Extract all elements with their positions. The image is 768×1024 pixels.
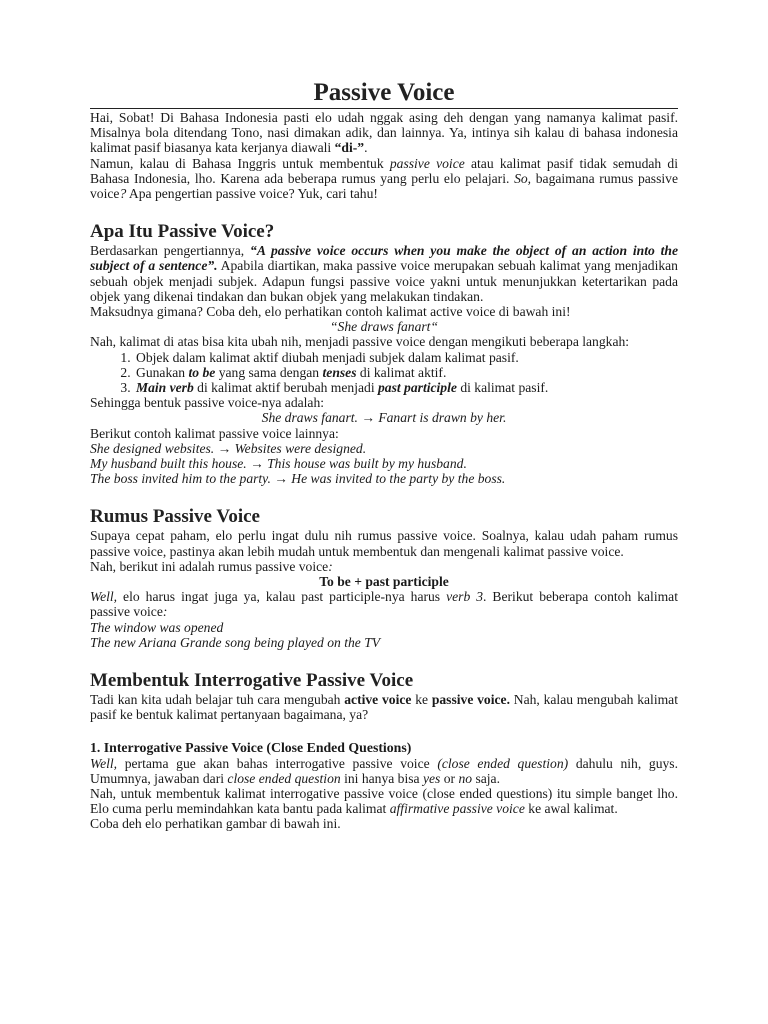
section-heading-interrogative: Membentuk Interrogative Passive Voice: [90, 670, 414, 692]
intro-paragraph-1: [90, 110, 678, 156]
intro-paragraph-2: [90, 156, 678, 202]
example-line: The new Ariana Grande song being played on the TV: [90, 634, 381, 650]
definition-text-a: Berdasarkan pengertiannya,: [90, 243, 251, 259]
steps-intro: Nah, kalimat di atas bisa kita ubah nih, menjadi passive voice dengan mengikuti beberapa langkah:: [90, 334, 630, 350]
interrogative-paragraph-4: Coba deh elo perhatikan gambar di bawah ini.: [90, 816, 341, 832]
rumus-paragraph-1: Supaya cepat paham, elo perlu ingat dulu nih rumus passive voice. Soalnya, kalau udah paham rumus passive voice, pastinya akan lebih mudah untuk membentuk dan mengenali kalimat passive voice.: [90, 528, 678, 559]
formula: To be + past participle: [319, 574, 449, 590]
steps-list: [90, 350, 678, 396]
intro2-italic: passive voice: [389, 155, 465, 171]
intro2-so: So,: [514, 170, 532, 186]
sehingga-line: Sehingga bentuk passive voice-nya adalah:: [90, 395, 325, 411]
interrogative-paragraph-2: Well, pertama gue akan bahas interrogative passive voice (close ended question) dahulu nih, guys. Umumnya, jawaban dari close ended question ini hanya bisa yes or no saja.: [90, 755, 678, 786]
example-line: My husband built this house. → This house was built by my husband.: [90, 456, 467, 472]
rumus-paragraph-2: Nah, berikut ini adalah rumus passive voice:: [90, 558, 333, 574]
example-line: She designed websites. → Websites were designed.: [90, 440, 367, 456]
intro2-question-mark: ?: [119, 186, 127, 202]
interrogative-paragraph-3: Nah, untuk membentuk kalimat interrogative passive voice (close ended questions) itu simple banget lho. Elo cuma perlu memindahkan kata bantu pada kalimat affirmative passive voice ke awal kalimat.: [90, 785, 678, 817]
intro2-text-a: Namun, kalau di Bahasa Inggris untuk membentuk: [90, 155, 390, 171]
berikut-contoh-line: Berikut contoh kalimat passive voice lainnya:: [90, 425, 339, 441]
intro2-text-b: atau kalimat pasif tidak semudah di Bahasa Indonesia, lho. Karena ada beberapa rumus yang perlu elo pelajari.: [90, 155, 678, 186]
page-title: Passive Voice: [90, 78, 678, 109]
list-item: 2. Gunakan to be yang sama dengan tenses di kalimat aktif.: [134, 365, 678, 380]
rumus-paragraph-3: Well, elo harus ingat juga ya, kalau past participle-nya harus verb 3. Berikut beberapa contoh kalimat passive voice:: [90, 589, 678, 620]
section-heading-rumus: Rumus Passive Voice: [90, 506, 260, 528]
intro2-text-d: Apa pengertian passive voice? Yuk, cari tahu!: [126, 186, 378, 202]
interrogative-paragraph-1: Tadi kan kita udah belajar tuh cara mengubah active voice ke passive voice. Nah, kalau mengubah kalimat pasif ke bentuk kalimat pertanyaan bagaimana, ya?: [90, 692, 678, 723]
list-item: 1. Objek dalam kalimat aktif diubah menjadi subjek dalam kalimat pasif.: [134, 350, 678, 365]
document-page: [90, 78, 678, 832]
intro-text: Hai, Sobat! Di Bahasa Indonesia pasti elo udah nggak asing deh dengan yang namanya kalimat pasif. Misalnya bola ditendang Tono, nasi dimakan adik, dan lainnya. Ya, intinya sih kalau di bahasa indonesia kalimat pasif biasanya kata kerjanya diawali: [90, 110, 678, 156]
example-line: The boss invited him to the party. → He was invited to the party by the boss.: [90, 471, 506, 487]
intro-prefix-di: “di-”: [334, 140, 365, 156]
intro2-text-c: bagaimana rumus passive voice: [90, 170, 678, 202]
example-active: “She draws fanart“: [329, 319, 439, 335]
example-passive: She draws fanart. → Fanart is drawn by her.: [261, 410, 507, 426]
definition-text-b: Apabila diartikan, maka passive voice merupakan sebuah kalimat yang menjadikan sebuah objek menjadi subjek. Adapun fungsi passive voice yakni untuk menunjukkan ketertarikan pada objek yang dikenai tindakan dan bukan objek yang melakukan tindakan.: [90, 258, 678, 304]
definition-paragraph: [90, 243, 678, 304]
example-line: The window was opened: [90, 619, 224, 635]
intro-end: .: [364, 140, 368, 156]
subsection-heading-close-ended: 1. Interrogative Passive Voice (Close Ended Questions): [90, 739, 412, 755]
section-heading-apa-itu: Apa Itu Passive Voice?: [90, 221, 275, 243]
list-item: 3. Main verb di kalimat aktif berubah menjadi past participle di kalimat pasif.: [134, 380, 678, 395]
definition-quote: “A passive voice occurs when you make the object of an action into the subject of a sentence”.: [90, 243, 678, 274]
maksudnya-line: Maksudnya gimana? Coba deh, elo perhatikan contoh kalimat active voice di bawah ini!: [90, 304, 571, 320]
